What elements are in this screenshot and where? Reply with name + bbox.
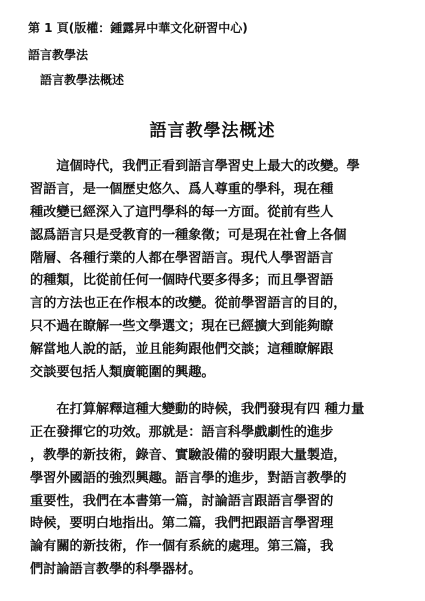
paragraph-line: ，教學的新技術，錄音、實驗設備的發明跟大量製造， [30, 447, 347, 463]
book-title: 語言教學法 [28, 48, 89, 62]
paragraph-1 [30, 156, 402, 385]
paragraph-2 [30, 399, 402, 582]
paragraph-line: 階層、各種行業的人都在學習語言。現代人學習語言 [30, 250, 334, 266]
paragraph-line: 言的方法也正在作根本的改變。從前學習語言的目的， [30, 296, 347, 312]
paragraph-line: 重要性，我們在本書第一篇，討論語言跟語言學習的 [30, 493, 334, 509]
chapter-breadcrumb: 語言教學法概述 [40, 73, 125, 87]
paragraph-line: 學習外國語的強烈興趣。語言學的進步，對語言教學的 [30, 470, 347, 486]
paragraph-line: 正在發揮它的功效。那就是：語言科學戲劇性的進步 [30, 424, 334, 440]
paragraph-line: 交談要包括人類廣範圍的興趣。 [30, 365, 215, 381]
paragraph-line: 這個時代，我們正看到語言學習史上最大的改變。學 [30, 159, 360, 174]
paragraph-line: 種改變已經深入了這門學科的每一方面。從前有些人 [30, 204, 334, 220]
paragraph-line: 習語言，是一個歷史悠久、爲人尊重的學科，現在種 [30, 181, 334, 197]
section-title: 語言教學法概述 [149, 121, 276, 141]
page-copyright-line: 第 1 頁(版權：鍾露昇中華文化研習中心) [28, 21, 248, 35]
paragraph-line: 時候，要明白地指出。第二篇，我們把跟語言學習理 [30, 516, 334, 532]
paragraph-line: 認爲語言只是受教育的一種象徵；可是現在社會上各個 [30, 227, 347, 243]
paragraph-line: 只不過在瞭解一些文學選文；現在已經擴大到能夠瞭 [30, 319, 334, 335]
paragraph-line: 在打算解釋這種大變動的時候，我們發現有四 種力量 [30, 402, 365, 417]
paragraph-line: 的種類，比從前任何一個時代要多得多；而且學習語 [30, 273, 334, 289]
paragraph-line: 們討論語言教學的科學器材。 [30, 562, 202, 578]
paragraph-line: 論有關的新技術，作一個有系統的處理。第三篇，我 [30, 539, 334, 555]
paragraph-line: 解當地人說的話，並且能夠跟他們交談；這種瞭解跟 [30, 342, 334, 358]
